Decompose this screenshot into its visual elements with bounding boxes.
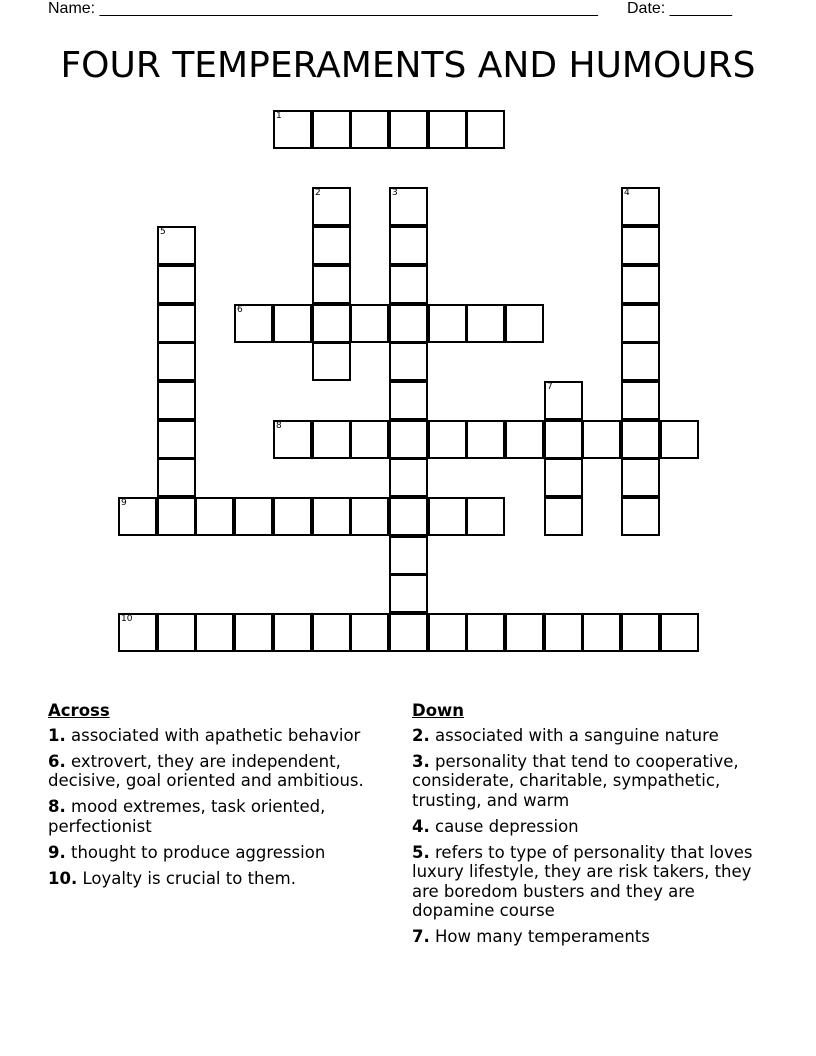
- grid-cell[interactable]: [118, 497, 157, 536]
- grid-cell[interactable]: [157, 381, 196, 420]
- grid-cell[interactable]: [389, 458, 428, 497]
- grid-cell[interactable]: [312, 110, 351, 149]
- cell-number: 3: [392, 188, 398, 198]
- grid-cell[interactable]: [389, 536, 428, 575]
- cell-number: 8: [276, 421, 282, 431]
- grid-cell[interactable]: [582, 613, 621, 652]
- down-clue: [412, 752, 772, 811]
- across-clues: [48, 701, 403, 895]
- cell-number: 1: [276, 111, 282, 121]
- grid-cell[interactable]: [234, 304, 273, 343]
- grid-cell[interactable]: [350, 497, 389, 536]
- grid-cell[interactable]: [428, 304, 467, 343]
- grid-cell[interactable]: [621, 381, 660, 420]
- clue-text: personality that tend to cooperative, considerate, charitable, sympathetic, trusting, and warm: [412, 751, 739, 810]
- grid-cell[interactable]: [389, 497, 428, 536]
- grid-cell[interactable]: [389, 381, 428, 420]
- grid-cell[interactable]: [312, 187, 351, 226]
- grid-cell[interactable]: [466, 304, 505, 343]
- grid-cell[interactable]: [428, 613, 467, 652]
- grid-cell[interactable]: [544, 381, 583, 420]
- grid-cell[interactable]: [157, 497, 196, 536]
- clue-number: 5.: [412, 842, 430, 862]
- puzzle-title: FOUR TEMPERAMENTS AND HUMOURS: [60, 45, 756, 86]
- clue-text: How many temperaments: [435, 927, 650, 946]
- grid-cell[interactable]: [428, 497, 467, 536]
- grid-cell[interactable]: [505, 304, 544, 343]
- grid-cell[interactable]: [157, 265, 196, 304]
- grid-cell[interactable]: [312, 342, 351, 381]
- grid-cell[interactable]: [389, 304, 428, 343]
- across-clue: [48, 726, 403, 746]
- grid-cell[interactable]: [505, 420, 544, 459]
- date-field[interactable]: Date: _______: [627, 0, 732, 17]
- clue-text: thought to produce aggression: [71, 842, 326, 862]
- grid-cell[interactable]: [660, 613, 699, 652]
- clue-number: 9.: [48, 842, 66, 862]
- grid-cell[interactable]: [234, 613, 273, 652]
- grid-cell[interactable]: [621, 497, 660, 536]
- grid-cell[interactable]: [157, 304, 196, 343]
- grid-cell[interactable]: [350, 420, 389, 459]
- grid-cell[interactable]: [621, 420, 660, 459]
- across-heading: Across: [48, 701, 110, 720]
- down-heading: Down: [412, 701, 465, 720]
- across-clue: [48, 752, 403, 791]
- grid-cell[interactable]: [312, 265, 351, 304]
- grid-cell[interactable]: [389, 110, 428, 149]
- across-clue: [48, 869, 403, 889]
- grid-cell[interactable]: [234, 497, 273, 536]
- cell-number: 6: [237, 305, 243, 315]
- grid-cell[interactable]: [660, 420, 699, 459]
- grid-cell[interactable]: [621, 304, 660, 343]
- across-clue: [48, 843, 403, 863]
- grid-cell[interactable]: [273, 304, 312, 343]
- grid-cell[interactable]: [466, 497, 505, 536]
- grid-cell[interactable]: [312, 226, 351, 265]
- grid-cell[interactable]: [273, 420, 312, 459]
- cell-number: 2: [315, 188, 321, 198]
- cell-number: 4: [624, 188, 630, 198]
- cell-number: 7: [547, 382, 553, 392]
- grid-cell[interactable]: [389, 342, 428, 381]
- grid-cell[interactable]: [312, 613, 351, 652]
- grid-cell[interactable]: [621, 265, 660, 304]
- grid-cell[interactable]: [157, 613, 196, 652]
- clue-text: associated with apathetic behavior: [71, 725, 361, 745]
- clue-text: mood extremes, task oriented, perfectionist: [48, 797, 326, 836]
- grid-cell[interactable]: [389, 187, 428, 226]
- clue-text: associated with a sanguine nature: [435, 725, 719, 745]
- clue-number: 7.: [412, 927, 430, 946]
- name-field[interactable]: Name: ________________________________________________________: [48, 0, 598, 17]
- clue-number: 1.: [48, 725, 66, 745]
- clue-number: 3.: [412, 751, 430, 771]
- grid-cell[interactable]: [544, 497, 583, 536]
- grid-cell[interactable]: [389, 265, 428, 304]
- cell-number: 9: [121, 498, 127, 508]
- grid-cell[interactable]: [350, 110, 389, 149]
- clue-number: 8.: [48, 797, 66, 816]
- grid-cell[interactable]: [621, 226, 660, 265]
- down-clue: [412, 927, 772, 947]
- grid-cell[interactable]: [466, 613, 505, 652]
- grid-cell[interactable]: [621, 458, 660, 497]
- grid-cell[interactable]: [273, 110, 312, 149]
- grid-cell[interactable]: [118, 613, 157, 652]
- clue-text: extrovert, they are independent, decisive, goal oriented and ambitious.: [48, 751, 364, 790]
- across-clue: [48, 797, 403, 836]
- clue-number: 10.: [48, 868, 78, 888]
- grid-cell[interactable]: [157, 458, 196, 497]
- grid-cell[interactable]: [428, 420, 467, 459]
- cell-number: 10: [121, 614, 133, 624]
- grid-cell[interactable]: [389, 420, 428, 459]
- grid-cell[interactable]: [544, 458, 583, 497]
- grid-cell[interactable]: [273, 497, 312, 536]
- down-clues: [412, 701, 772, 953]
- grid-cell[interactable]: [389, 613, 428, 652]
- grid-cell[interactable]: [389, 574, 428, 613]
- grid-cell[interactable]: [466, 110, 505, 149]
- grid-cell[interactable]: [505, 613, 544, 652]
- grid-cell[interactable]: [273, 613, 312, 652]
- grid-cell[interactable]: [157, 226, 196, 265]
- grid-cell[interactable]: [544, 613, 583, 652]
- grid-cell[interactable]: [428, 110, 467, 149]
- grid-cell[interactable]: [544, 420, 583, 459]
- clue-number: 4.: [412, 816, 430, 836]
- grid-cell[interactable]: [466, 420, 505, 459]
- grid-cell[interactable]: [157, 342, 196, 381]
- clue-number: 6.: [48, 751, 66, 771]
- grid-cell[interactable]: [350, 304, 389, 343]
- grid-cell[interactable]: [195, 497, 234, 536]
- grid-cell[interactable]: [582, 420, 621, 459]
- grid-cell[interactable]: [621, 342, 660, 381]
- grid-cell[interactable]: [621, 613, 660, 652]
- clue-number: 2.: [412, 725, 430, 745]
- grid-cell[interactable]: [312, 304, 351, 343]
- clue-text: refers to type of personality that loves luxury lifestyle, they are risk takers, they are boredom busters and they are dopamine course: [412, 842, 753, 920]
- grid-cell[interactable]: [312, 420, 351, 459]
- clue-text: Loyalty is crucial to them.: [82, 868, 296, 888]
- grid-cell[interactable]: [195, 613, 234, 652]
- cell-number: 5: [160, 227, 166, 237]
- grid-cell[interactable]: [389, 226, 428, 265]
- grid-cell[interactable]: [157, 420, 196, 459]
- down-clue: [412, 726, 772, 746]
- grid-cell[interactable]: [350, 613, 389, 652]
- grid-cell[interactable]: [312, 497, 351, 536]
- down-clue: [412, 843, 772, 921]
- down-clue: [412, 817, 772, 837]
- grid-cell[interactable]: [621, 187, 660, 226]
- clue-text: cause depression: [435, 816, 579, 836]
